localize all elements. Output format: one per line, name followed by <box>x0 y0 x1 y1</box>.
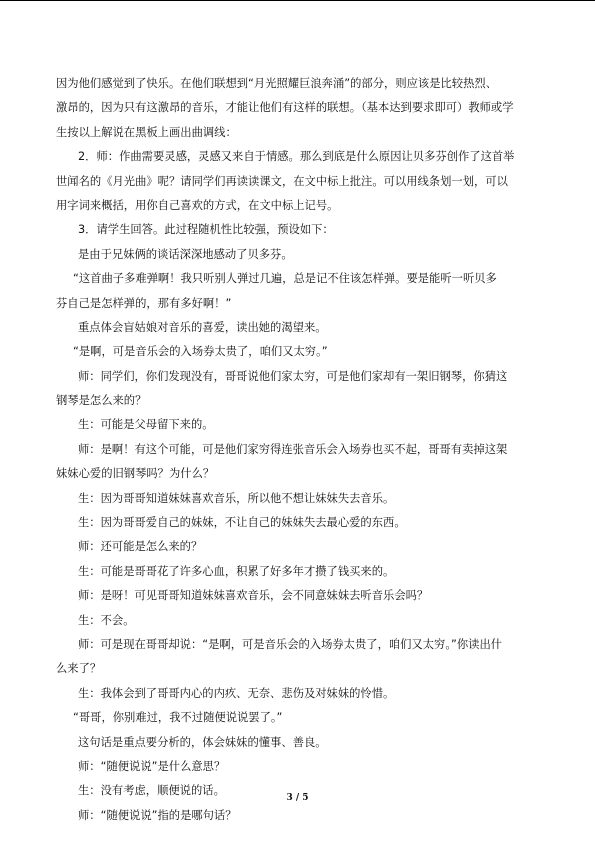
text-line: 师：是啊！有这个可能，可是他们家穷得连张音乐会入场券也买不起，哥哥有卖掉这架 <box>78 442 508 456</box>
text-line: 生：因为哥哥爱自己的妹妹，不让自己的妹妹失去最心爱的东西。 <box>78 516 406 530</box>
text-line: 因为他们感觉到了快乐。在他们联想到“月光照耀巨浪奔涌”的部分，则应该是比较热烈、 <box>56 77 497 90</box>
text-line: 重点体会盲姑娘对音乐的喜爱，读出她的渴望来。 <box>78 320 327 334</box>
text-line: 生：没有考虑，顺便说的话。 <box>78 784 225 798</box>
text-line: 师：可是现在哥哥却说：“是啊，可是音乐会的入场券太贵了，咱们又太穷。”你读出什 <box>78 637 503 651</box>
text-line: 3．请学生回答。此过程随机性比较强，预设如下： <box>78 223 334 237</box>
text-line: 师：是呀！可见哥哥知道妹妹喜欢音乐，会不同意妹妹去听音乐会吗？ <box>78 589 429 603</box>
text-line: 用字词来概括，用你自己喜欢的方式，在文中标上记号。 <box>56 198 339 212</box>
text-line: 世闻名的《月光曲》呢？请同学们再读读课文，在文中标上批注。可以用线条划一划，可以 <box>56 174 508 188</box>
text-line: 生：我体会到了哥哥内心的内疚、无奈、悲伤及对妹妹的怜惜。 <box>78 686 395 700</box>
text-line: 芬自己是怎样弹的，那有多好啊！” <box>56 296 232 310</box>
text-line: 师：“随便说说”指的是哪句话？ <box>78 808 237 822</box>
text-line: 生：不会。 <box>78 613 135 627</box>
text-line: 生：可能是哥哥花了许多心血，积累了好多年才攒了钱买来的。 <box>78 564 395 578</box>
text-line: 生：可能是父母留下来的。 <box>78 418 214 432</box>
text-line: 生：因为哥哥知道妹妹喜欢音乐，所以他不想让妹妹失去音乐。 <box>78 491 395 505</box>
text-line: 么来了？ <box>56 662 102 676</box>
text-line: 生按以上解说在黑板上画出曲调线： <box>56 125 237 139</box>
top-rule <box>0 0 595 1</box>
text-line: “哥哥，你别难过，我不过随便说说罢了。” <box>73 711 283 725</box>
page-number: 3 / 5 <box>286 793 309 803</box>
text-line: 师：还可能是怎么来的？ <box>78 540 203 554</box>
text-line: 是由于兄妹俩的谈话深深地感动了贝多芬。 <box>78 247 293 261</box>
text-line: 这句话是重点要分析的，体会妹妹的懂事、善良。 <box>78 735 327 749</box>
text-line: 师：“随便说说”是什么意思？ <box>78 759 226 773</box>
document-body <box>56 72 542 828</box>
text-line: 钢琴是怎么来的？ <box>56 394 147 408</box>
text-line: “是啊，可是音乐会的入场券太贵了，咱们又太穷。” <box>73 345 328 359</box>
text-line: 2．师：作曲需要灵感，灵感又来自于情感。那么到底是什么原因让贝多芬创作了这首举 <box>78 150 515 164</box>
text-line: “这首曲子多难弹啊！我只听别人弹过几遍，总是记不住该怎样弹。要是能听一听贝多 <box>73 272 497 286</box>
text-line: 激昂的，因为只有这激昂的音乐，才能让他们有这样的联想。（基本达到要求即可）教师或学 <box>56 101 514 115</box>
text-line: 师：同学们，你们发现没有，哥哥说他们家太穷，可是他们家却有一架旧钢琴，你猜这 <box>78 369 508 383</box>
text-line: 妹妹心爱的旧钢琴吗？为什么？ <box>56 467 215 481</box>
